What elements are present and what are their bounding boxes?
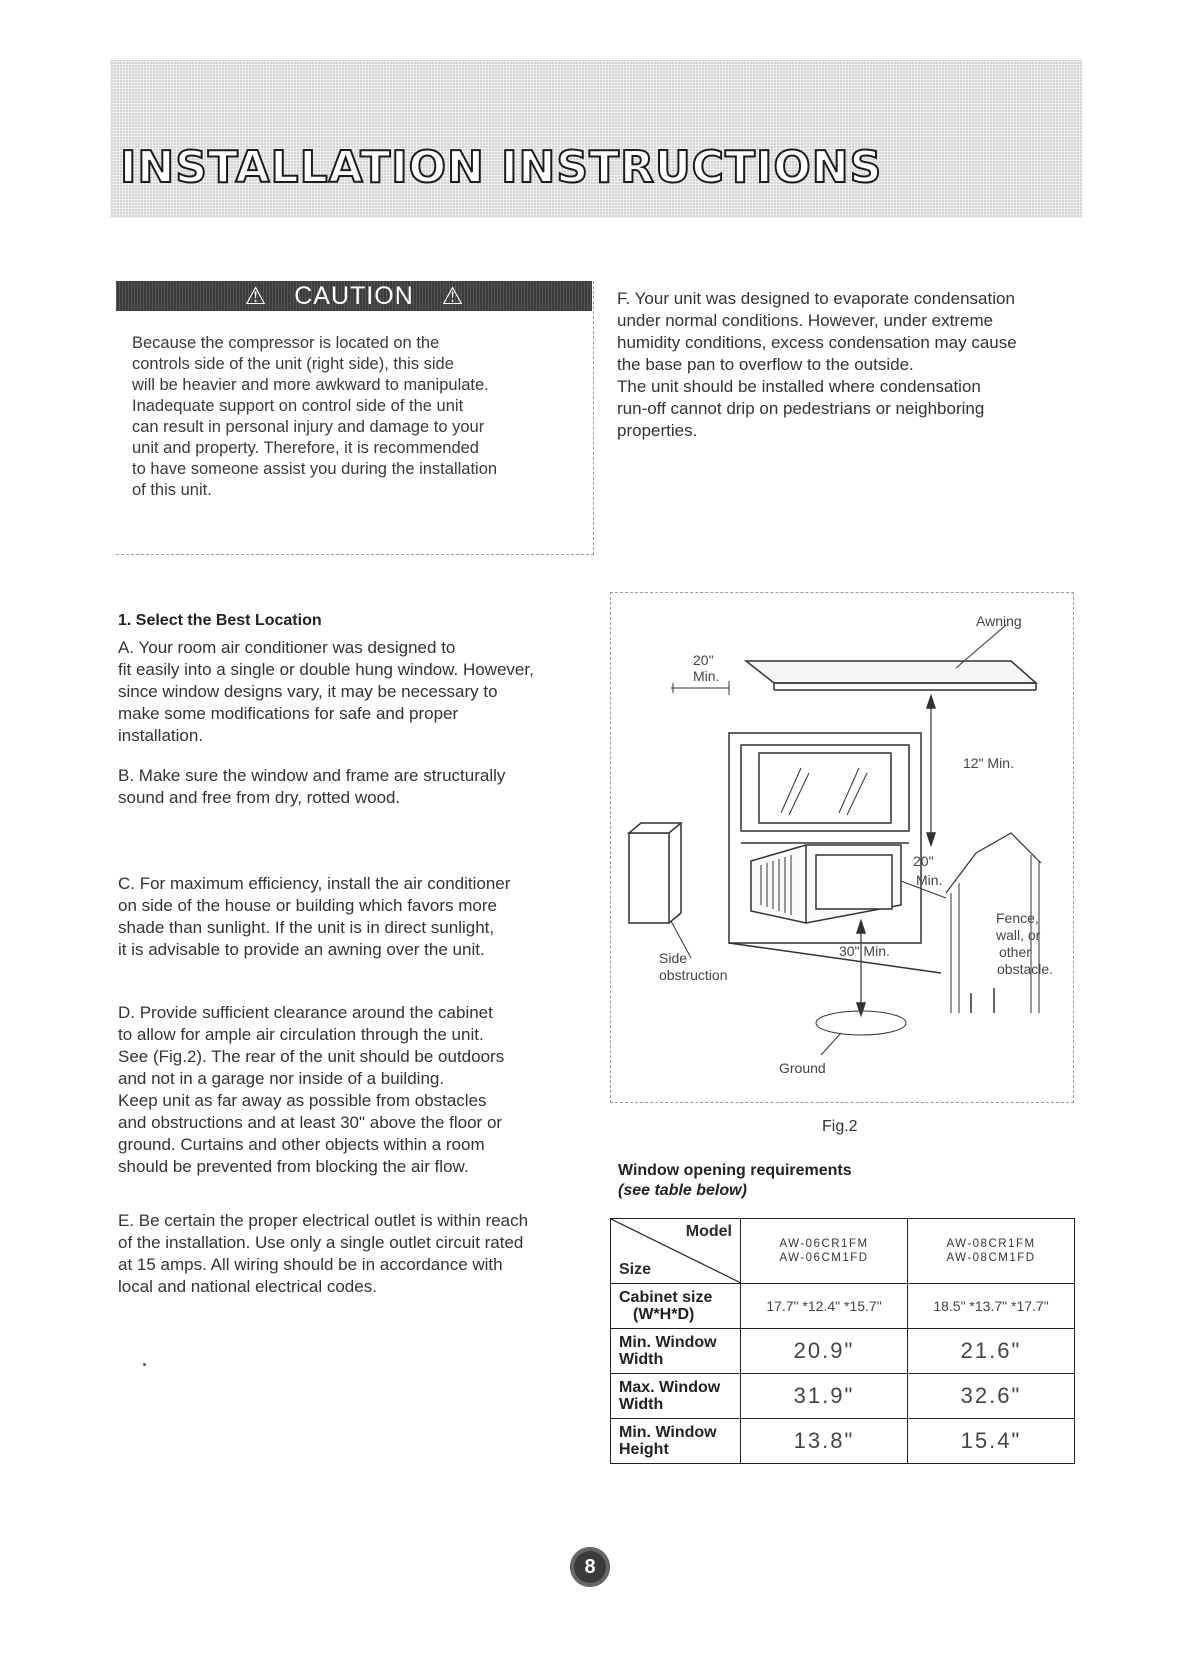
- window-requirements-table: [610, 1218, 1075, 1464]
- table-cell: 32.6": [908, 1374, 1075, 1419]
- table-subheading: (see table below): [618, 1182, 747, 1199]
- table-cell: 15.4": [908, 1419, 1075, 1464]
- caution-title: CAUTION: [294, 281, 414, 310]
- paragraph-e: E. Be certain the proper electrical outlet is within reach of the installation. Use only a single outlet circuit rated at 15 amps. All wiring should be in accordance with local and national electrical codes.: [118, 1211, 529, 1296]
- table-cell: 17.7" *12.4" *15.7": [741, 1284, 908, 1329]
- paragraph-a: A. Your room air conditioner was designed to fit easily into a single or double hung window. However, since window designs vary, it may be necessary to make some modifications for safe and proper installation.: [118, 638, 534, 745]
- caution-header: [116, 281, 592, 311]
- row-label-line: Width: [619, 1396, 664, 1413]
- page-title: INSTALLATION INSTRUCTIONS: [120, 142, 883, 193]
- side-obstruction: [629, 833, 669, 923]
- label-side: Side: [659, 950, 688, 966]
- page-number: 8: [570, 1547, 610, 1587]
- paragraph-c: C. For maximum efficiency, install the air conditioner on side of the house or building which favors more shade than sunlight. If the unit is in direct sunlight, it is advisable to provide an awning over the unit.: [118, 874, 511, 959]
- table-cell: 31.9": [741, 1374, 908, 1419]
- model-code: AW-08CM1FD: [946, 1252, 1036, 1264]
- label-20-top: 20": [693, 652, 714, 668]
- table-cell: 13.8": [741, 1419, 908, 1464]
- corner-model-label: Model: [685, 1223, 732, 1240]
- row-label-line: Min. Window: [619, 1424, 717, 1441]
- table-row: [611, 1284, 1075, 1329]
- warning-icon: ⚠: [244, 282, 267, 310]
- model-code: AW-06CR1FM: [779, 1238, 869, 1250]
- table-cell: 21.6": [908, 1329, 1075, 1374]
- row-label-line: Max. Window: [619, 1379, 721, 1396]
- awning-shape: [746, 661, 1036, 683]
- row-label: [611, 1284, 741, 1329]
- row-label: [611, 1329, 741, 1374]
- stray-dot: [143, 1363, 146, 1366]
- label-fence: Fence,: [996, 910, 1039, 926]
- row-label-line: Width: [619, 1351, 664, 1368]
- warning-icon: ⚠: [441, 282, 464, 310]
- figure-box: [610, 592, 1074, 1103]
- table-row: [611, 1374, 1075, 1419]
- table-heading: Window opening requirements: [618, 1162, 852, 1179]
- table-cell: 18.5" *13.7" *17.7": [908, 1284, 1075, 1329]
- label-min-top: Min.: [693, 668, 720, 684]
- caution-text: Because the compressor is located on the controls side of the unit (right side), this side will be heavier and more awkward to manipulate. Inadequate support on control side of the unit can result in personal injury and damage to your unit and property. Therefore, it is recommended to have someone assist you during the installation of this unit.: [132, 334, 498, 499]
- label-awning: Awning: [976, 613, 1022, 629]
- label-min-right: Min.: [916, 872, 943, 888]
- row-label: [611, 1374, 741, 1419]
- paragraph-f: F. Your unit was designed to evaporate condensation under normal conditions. However, under extreme humidity conditions, excess condensation may cause the base pan to overflow to the outside. The unit should be installed where condensation run-off cannot drip on pedestrians or neighboring properties.: [617, 289, 1017, 440]
- label-12-min: 12" Min.: [963, 755, 1014, 771]
- label-obstacle: obstacle.: [997, 961, 1054, 977]
- label-20-right: 20": [913, 853, 934, 869]
- table-corner-cell: [611, 1219, 741, 1284]
- table-row: [611, 1419, 1075, 1464]
- label-30-min: 30" Min.: [839, 943, 890, 959]
- installation-diagram: [611, 593, 1073, 1102]
- model-header-cell: [741, 1219, 908, 1284]
- paragraph-d: D. Provide sufficient clearance around the cabinet to allow for ample air circulation through the unit. See (Fig.2). The rear of the unit should be outdoors and not in a garage nor inside of a building. Keep unit as far away as possible from obstacles and obstructions and at least 30" above the floor or ground. Curtains and other objects within a room should be prevented from blocking the air flow.: [118, 1003, 505, 1176]
- table-row: [611, 1329, 1075, 1374]
- section-heading: 1. Select the Best Location: [118, 612, 322, 629]
- row-label-line: Cabinet size: [619, 1289, 713, 1306]
- corner-size-label: Size: [619, 1261, 652, 1278]
- label-ground: Ground: [779, 1060, 826, 1076]
- table-cell: 20.9": [741, 1329, 908, 1374]
- fence-shape: [946, 833, 1041, 893]
- model-code: AW-08CR1FM: [946, 1238, 1036, 1250]
- label-other: other: [999, 944, 1031, 960]
- row-label-line: Height: [619, 1441, 669, 1458]
- row-label-line: Min. Window: [619, 1334, 717, 1351]
- row-label-line: (W*H*D): [633, 1306, 695, 1323]
- label-obstruction: obstruction: [659, 967, 728, 983]
- caution-box: [116, 281, 594, 555]
- model-code: AW-06CM1FD: [779, 1252, 869, 1264]
- table-header-row: [611, 1219, 1075, 1284]
- figure-caption: Fig.2: [822, 1118, 858, 1135]
- header-banner: [110, 60, 1082, 218]
- model-header-cell: [908, 1219, 1075, 1284]
- row-label: [611, 1419, 741, 1464]
- label-wall: wall, or: [996, 927, 1041, 943]
- paragraph-b: B. Make sure the window and frame are structurally sound and free from dry, rotted wood.: [118, 766, 506, 807]
